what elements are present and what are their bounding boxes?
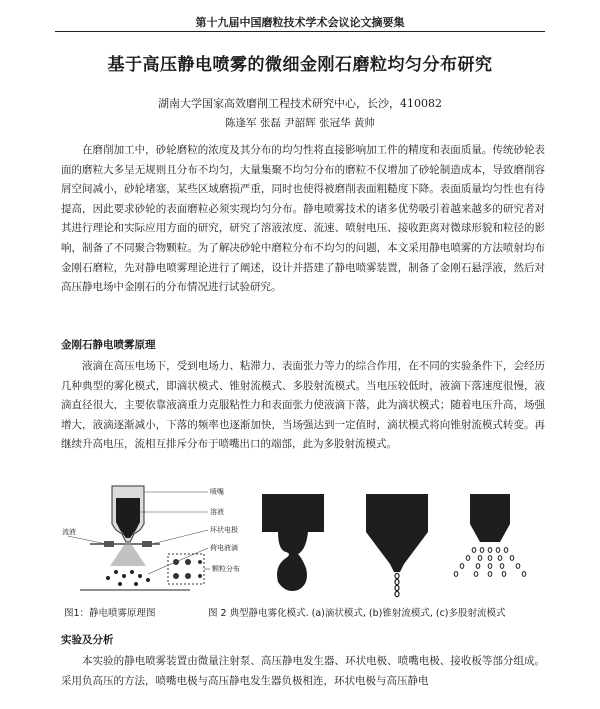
label-particle-distribution: 颗粒分布: [212, 565, 240, 573]
affiliation: 湖南大学国家高效磨削工程技术研究中心，长沙，410082: [158, 97, 442, 110]
particle-grid: [173, 559, 202, 579]
label-nozzle: 喷嘴: [210, 488, 224, 496]
section-heading-principle: 金刚石静电喷雾原理: [61, 339, 156, 351]
abstract-paragraph: 在磨削加工中，砂轮磨粒的浓度及其分布的均匀性将直接影响加工件的精度和表面质量。传统砂轮表面的磨粒大多呈无规则且分布不均匀，大量集聚不均匀分布的磨粒不仅增加了砂轮制造成本，导致磨削容屑空间减小，砂轮堵塞，某些区域磨损严重，同时也使得被磨削表面粗糙度下降。表面质量均匀性也有待提高，因此要求砂轮的表面磨粒必须实现均匀分布。静电喷雾技术的诸多优势吸引着越来越多的研究者对其进行理论和实际应用方面的研究，研究了溶液浓度、流速、喷射电压、接收距离对微球形貌和粒径的影响，制备了不同聚合物颗粒。为了解决砂轮中磨粒分布不均匀的问题，本文采用静电喷雾的方法喷射均布金刚石磨粒，先对静电喷雾理论进行了阐述，设计并搭建了静电喷雾装置，制备了金刚石悬浮液，然后对高压静电场中金刚石的分布情况进行试验研究。: [61, 144, 545, 294]
figure-2-caption: 图 2 典型静电雾化模式. (a)滴状模式, (b)锥射流模式, (c)多股射流模式: [208, 608, 506, 619]
figure-2-spray-modes: [248, 494, 548, 599]
label-ring-electrode: 环状电极: [210, 526, 238, 534]
section-heading-experiment: 实验及分析: [61, 634, 114, 646]
particle-region: [168, 554, 204, 584]
header-rule: [55, 31, 545, 32]
mode-multi-jet: [454, 494, 526, 576]
label-flow: 流液: [62, 528, 76, 536]
label-solution: 溶液: [210, 508, 224, 516]
mode-cone-jet: [366, 494, 428, 597]
figure-1-schematic: [60, 484, 255, 602]
author-list: 陈逢军 张磊 尹韶辉 张冠华 黄帅: [225, 117, 375, 129]
running-header: 第十九届中国磨粒技术学术会议论文摘要集: [195, 16, 405, 29]
spray-plume: [110, 542, 146, 566]
mode-dripping: [262, 494, 324, 591]
figure-1-caption: 图1：静电喷雾原理图: [64, 608, 156, 619]
label-charged-droplet: 荷电液滴: [210, 544, 238, 552]
section-paragraph-experiment: 本实验的静电喷雾装置由微量注射泵、高压静电发生器、环状电极、喷嘴电极、接收板等部分组成。采用负高压的方法，喷嘴电极与高压静电发生器负极相连，环状电极与高压静电: [61, 655, 545, 687]
section-paragraph-principle: 液滴在高压电场下，受到电场力、粘滞力、表面张力等力的综合作用，在不同的实验条件下，会经历几种典型的雾化模式，即滴状模式、锥射流模式、多股射流模式。当电压较低时，液滴下落速度很慢，液滴直径很大，主要依靠液滴重力克服粘性力和表面张力使液滴下落，此为滴状模式；随着电压升高，场强增大，液滴逐渐减小，下落的频率也逐渐加快，当场强达到一定值时，滴状模式将向锥射流模式转变。再继续升高电压，流相互排斥分布于喷嘴出口的端部，此为多股射流模式。: [61, 360, 545, 451]
paper-title: 基于高压静电喷雾的微细金刚石磨粒均匀分布研究: [107, 55, 493, 75]
charged-droplets: [106, 570, 150, 586]
ring-electrode-block: [142, 541, 152, 547]
